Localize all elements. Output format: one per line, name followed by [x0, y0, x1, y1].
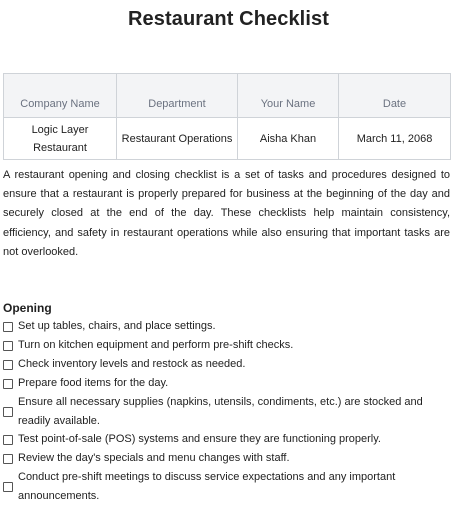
header-company-name: Company Name [4, 74, 117, 118]
checklist-item [3, 317, 450, 336]
document-title: Restaurant Checklist [128, 8, 329, 30]
checklist-item-label: Review the day's specials and menu changes with staff. [18, 452, 290, 465]
date-value: March 11, 2068 [339, 118, 451, 160]
checkbox[interactable] [3, 379, 13, 389]
department-value: Restaurant Operations [117, 118, 238, 160]
info-table-row [4, 118, 451, 160]
checklist-item [3, 393, 450, 430]
checklist-item [3, 430, 450, 449]
checklist-item [3, 336, 450, 355]
header-date: Date [339, 74, 451, 118]
checkbox[interactable] [3, 322, 13, 332]
your-name-value: Aisha Khan [238, 118, 339, 160]
checkbox[interactable] [3, 360, 13, 370]
checkbox[interactable] [3, 407, 13, 417]
checkbox[interactable] [3, 454, 13, 464]
checkbox[interactable] [3, 435, 13, 445]
checklist-item-label: Ensure all necessary supplies (napkins, utensils, condiments, etc.) are stocked and readily available. [18, 396, 423, 427]
opening-checklist [3, 317, 450, 505]
info-table-header-row [4, 74, 451, 118]
checklist-item [3, 449, 450, 468]
checklist-item-label: Set up tables, chairs, and place settings. [18, 320, 216, 333]
checkbox[interactable] [3, 341, 13, 351]
description-paragraph: A restaurant opening and closing checklist is a set of tasks and procedures designed to ensure that a restaurant is properly prepared for business at the beginning of the day and securely closed at the end of the day. These checklists help maintain consistency, efficiency, and safety in restaurant operations while also ensuring that important tasks are not overlooked. [3, 169, 450, 258]
checklist-item-label: Test point-of-sale (POS) systems and ensure they are functioning properly. [18, 433, 381, 446]
opening-section-title: Opening [3, 301, 52, 315]
checklist-item [3, 374, 450, 393]
checklist-item-label: Turn on kitchen equipment and perform pre-shift checks. [18, 339, 294, 352]
info-table [3, 73, 451, 160]
company-name-value: Logic Layer Restaurant [4, 118, 117, 160]
checkbox[interactable] [3, 482, 13, 492]
checklist-item-label: Conduct pre-shift meetings to discuss service expectations and any important announcements. [18, 471, 396, 502]
checklist-item-label: Prepare food items for the day. [18, 377, 169, 390]
checklist-item-label: Check inventory levels and restock as needed. [18, 358, 246, 371]
header-department: Department [117, 74, 238, 118]
checklist-item [3, 468, 450, 505]
checklist-item [3, 355, 450, 374]
header-your-name: Your Name [238, 74, 339, 118]
